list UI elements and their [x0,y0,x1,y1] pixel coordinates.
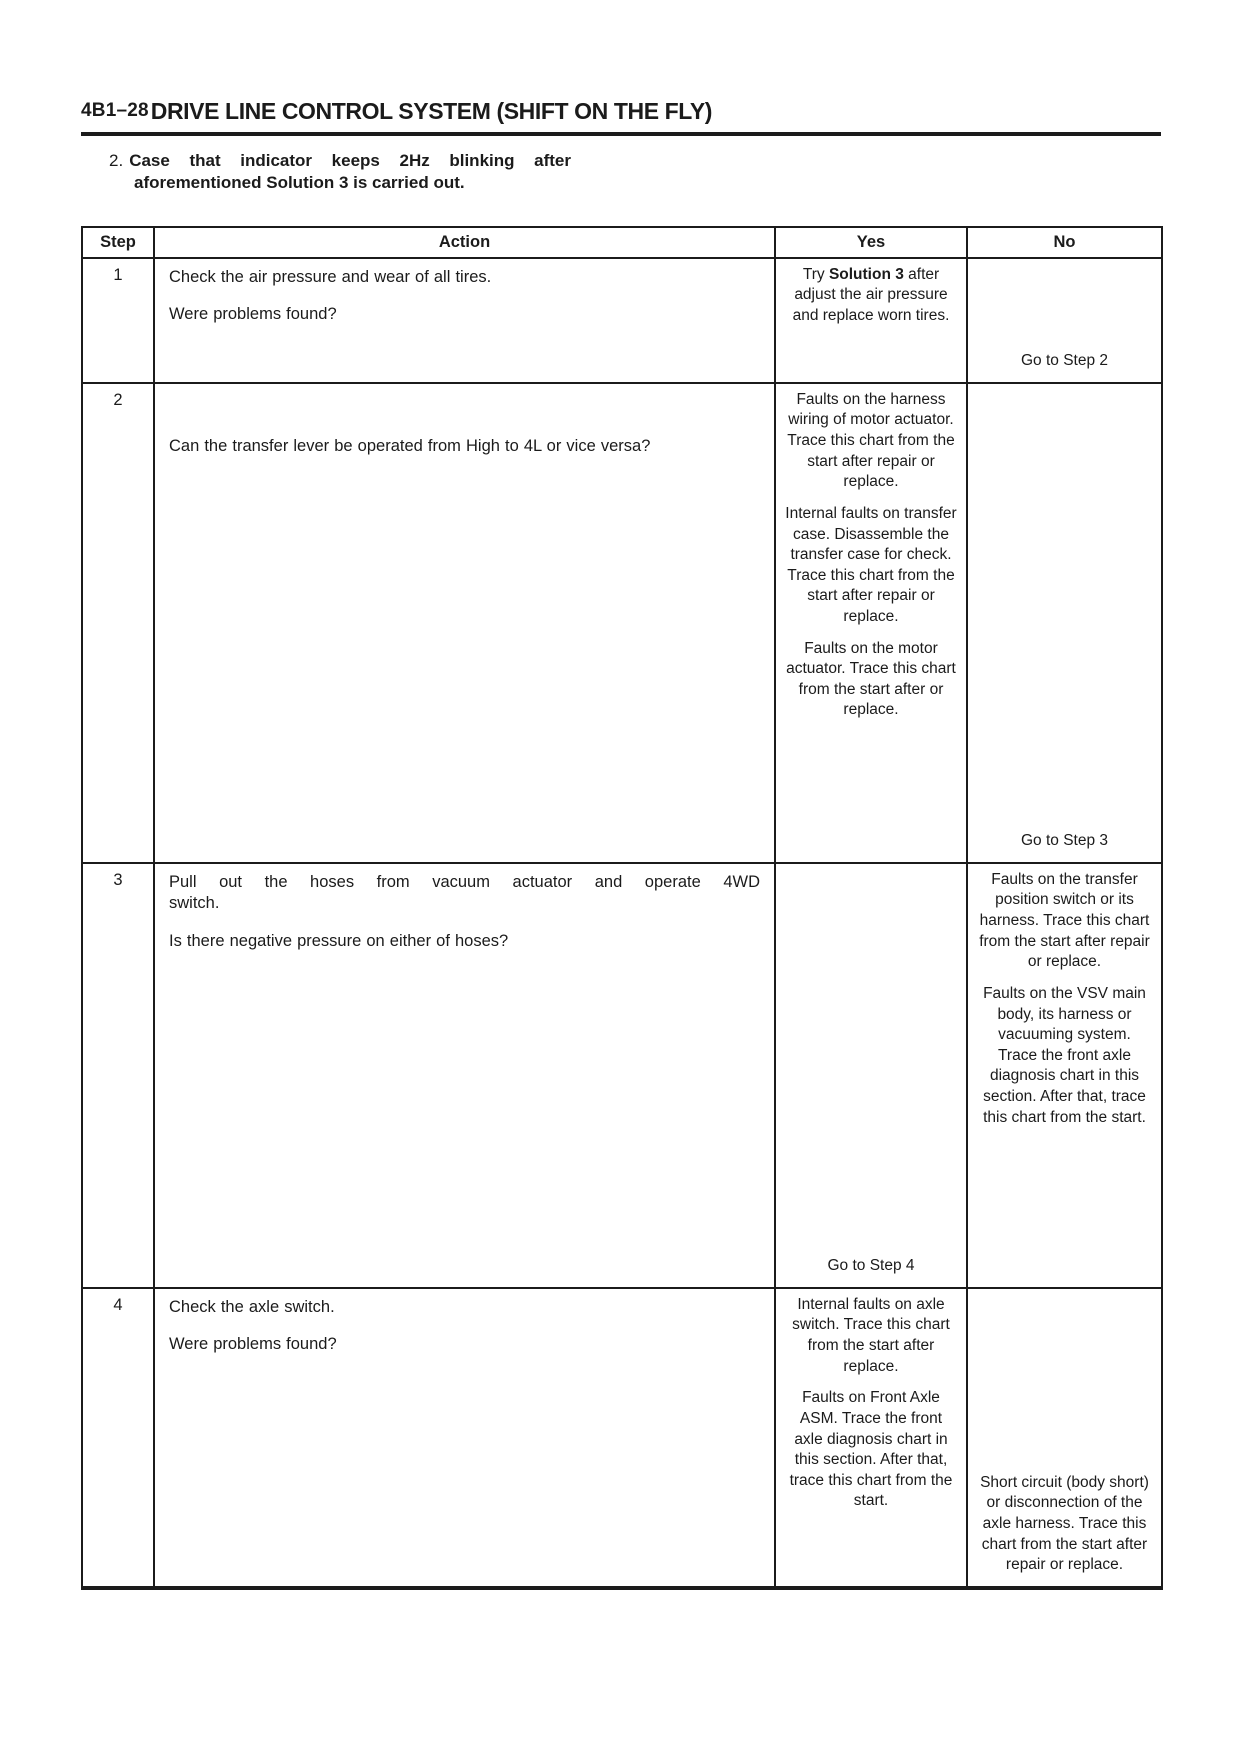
yes-cell [775,863,967,1288]
table-row-step-1 [82,258,1162,383]
no-cell [967,383,1162,863]
action-text: Were problems found? [169,305,337,324]
table-row-step-2 [82,383,1162,863]
yes-cell [775,1288,967,1588]
page-header [81,100,1161,123]
step-cell: 2 [82,383,154,863]
page-content [81,0,1161,1590]
column-header-step: Step [82,227,154,258]
action-cell [154,863,775,1288]
yes-text-bold: Solution 3 [828,265,904,283]
action-text [169,872,760,915]
diagnosis-table [81,226,1163,1590]
section-title-line1: Case that indicator keeps 2Hz blinking after [129,151,571,170]
step-cell: 4 [82,1288,154,1588]
no-text: Go to Step 2 [1020,352,1109,370]
yes-cell [775,383,967,863]
column-header-yes: Yes [775,227,967,258]
action-cell [154,1288,775,1588]
no-cell [967,1288,1162,1588]
table-row-step-4 [82,1288,1162,1588]
page-title: DRIVE LINE CONTROL SYSTEM (SHIFT ON THE FLY) [150,98,713,124]
yes-text: Faults on the harness wiring of motor actuator. Trace this chart from the start after repair or replace. [787,390,955,491]
yes-text: Internal faults on transfer case. Disassemble the transfer case for check. Trace this chart from the start after repair or replace. [785,504,957,625]
yes-text-pre: Try [802,265,829,283]
yes-text: Internal faults on axle switch. Trace this chart from the start after replace. [792,1295,950,1375]
page-number: 4B1–28 [81,100,149,121]
no-text: Go to Step 3 [1020,832,1109,850]
step-cell: 1 [82,258,154,383]
column-header-no: No [967,227,1162,258]
yes-text: Go to Step 4 [827,1257,915,1275]
action-cell [154,258,775,383]
action-text-line1: Pull out the hoses from vacuum actuator and operate 4WD [169,872,760,891]
yes-text: Faults on Front Axle ASM. Trace the front axle diagnosis chart in this section. After that, trace this chart from the start. [789,1389,953,1510]
no-text: Faults on the transfer position switch or its harness. Trace this chart from the start after repair or replace. [979,870,1150,971]
action-text-line2: switch. [169,894,220,913]
column-header-action: Action [154,227,775,258]
action-text: Can the transfer lever be operated from High to 4L or vice versa? [169,436,651,455]
section-number: 2. [109,151,124,170]
step-cell: 3 [82,863,154,1288]
yes-text-post: after adjust the air pressure and replace worn tires. [792,265,950,325]
yes-cell [775,258,967,383]
header-rule [81,132,1161,136]
action-text: Check the air pressure and wear of all tires. [169,267,492,286]
action-text: Is there negative pressure on either of hoses? [169,931,509,950]
section-title-line2: aforementioned Solution 3 is carried out. [134,173,465,193]
yes-text [785,265,957,327]
section-heading-line1 [109,150,571,172]
table-row-step-3 [82,863,1162,1288]
no-cell [967,258,1162,383]
action-text: Check the axle switch. [169,1297,335,1316]
section-heading [109,150,1161,195]
yes-text: Faults on the motor actuator. Trace this chart from the start after or replace. [786,639,956,719]
action-text: Were problems found? [169,1335,337,1354]
no-text: Short circuit (body short) or disconnection of the axle harness. Trace this chart from the start after repair or replace. [980,1473,1149,1574]
table-header-row [82,227,1162,258]
no-text: Faults on the VSV main body, its harness or vacuuming system. Trace the front axle diagnosis chart in this section. After that, trace this chart from the start. [983,984,1146,1126]
no-cell [967,863,1162,1288]
action-cell [154,383,775,863]
